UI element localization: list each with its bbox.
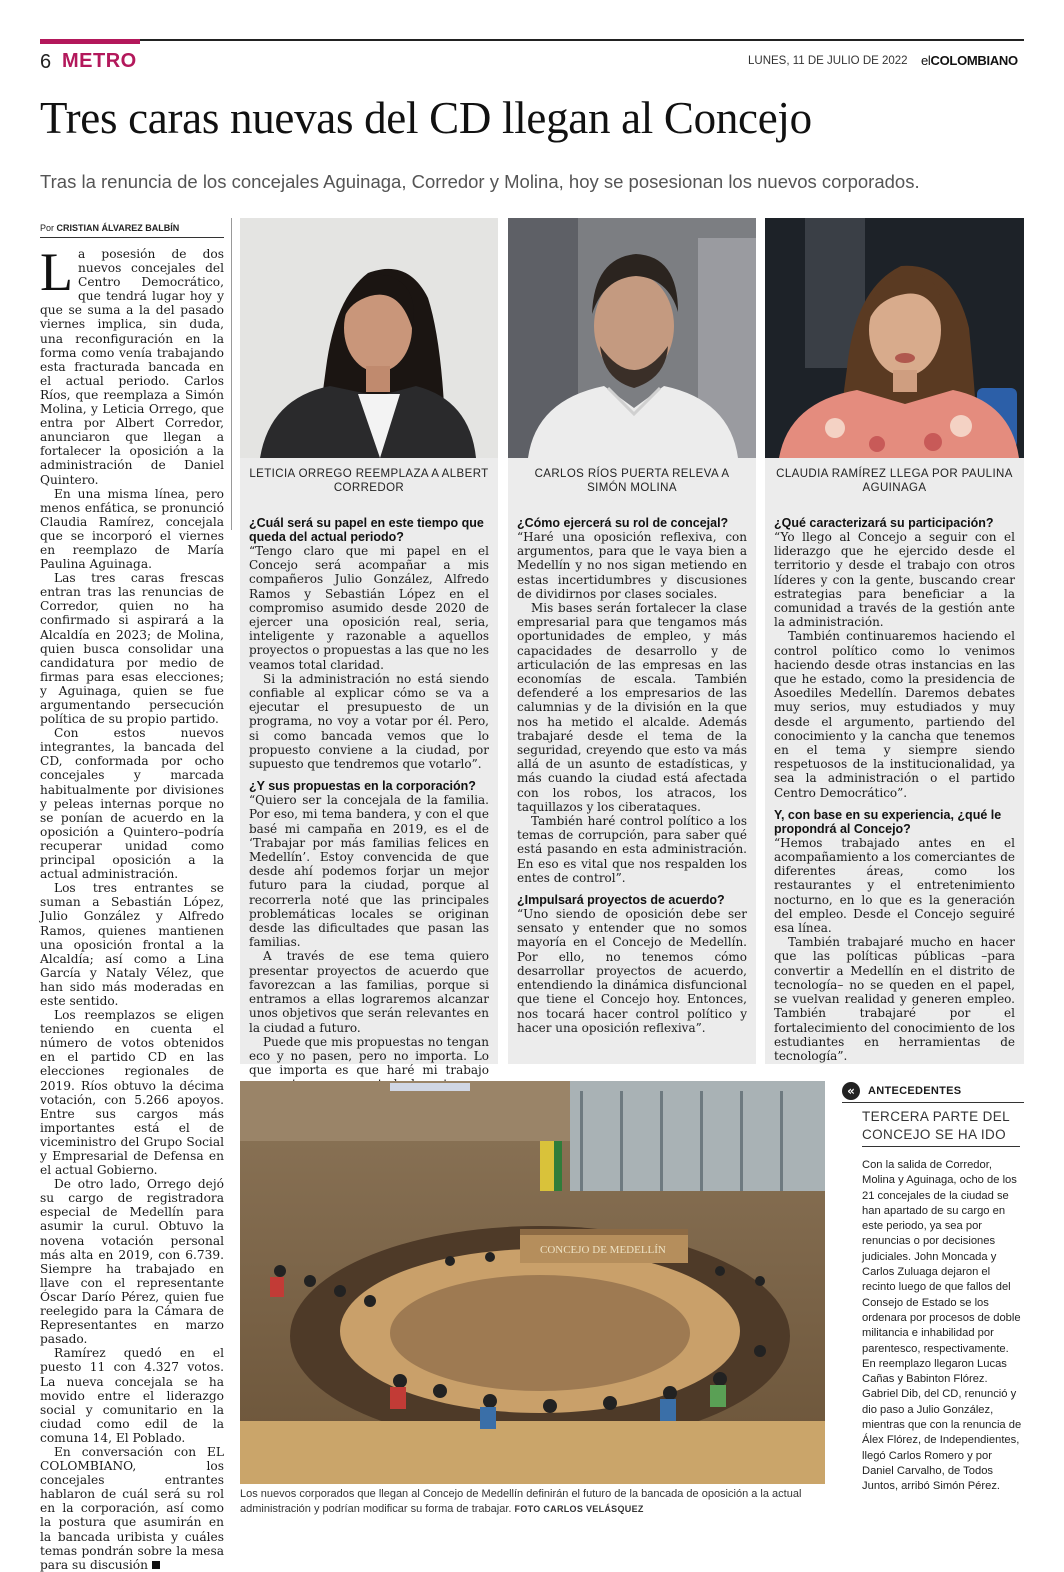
interview-answer: “Tengo claro que mi papel en el Concejo será acompañar a mis compañeros Julio González, Alfredo Ramos y Sebastián López en el compromiso asumido desde 2020 de ejercer una oposición real, seria, inteligente y razonable a aquellos proyectos o propuestas a las que no les veamos total claridad. bbox=[249, 544, 489, 672]
interview-answer: “Quiero ser la concejala de la familia. Por eso, mi tema bandera, y con el que basé mi campaña en 2019, es el de ‘Trabajar por más familias felices en Medellín’. Estoy convencida de que desde ahí podemos forjar un mejor futuro para la ciudad, porque al recorrerla noté que las principales problemáticas locales se originan desde las dificultades que pasan las familias. bbox=[249, 793, 489, 950]
byline-rule bbox=[40, 237, 224, 238]
article-paragraph: Con estos nuevos integrantes, la bancada del CD, conformada por ocho concejales y marcada habitualmente por divisiones y peleas internas porque no se ponían de acuerdo en la oposición a Quintero–podría recuperar unidad como principal oposición a la actual administración. bbox=[40, 726, 224, 882]
interview-answer: Mis bases serán fortalecer la clase empresarial para que tengamos más oportunidades de empleo, y más capacidades de desarrollo y de articulación de las empresas en las economías de escala. También defenderé a los empresarios de las calumnias y de la división en la que nos ha metido el alcalde. Además trabajaré desde el tema de la seguridad, creyendo que esto va más allá de un asunto de estadísticas, y más cuando la ciudad está afectada con los robos, los atracos, los taquillazos y los ciberataques. bbox=[517, 601, 747, 814]
chamber-sign-text: CONCEJO DE MEDELLÍN bbox=[540, 1244, 666, 1256]
sidebar-body: Con la salida de Corredor, Molina y Aguinaga, ocho de los 21 concejales de la ciudad se han apartado de su cargo en este periodo, ya sea por renuncias o por decisiones judiciales. John Moncada y Carlos Zuluaga dejaron el recinto luego de que fallos del Consejo de Estado se los ordenara por procesos de doble militancia e inhabilidad por parentesco, respectivamente. En reemplazo llegaron Lucas Cañas y Babinton Flórez. Gabriel Dib, del CD, renunció y dio paso a Julio González, mientras que con la renuncia de Álex Flórez, de Independientes, llegó Carlos Romero y por Daniel Carvalho, de Todos Juntos, arribó Simón Pérez. bbox=[862, 1159, 1022, 1493]
sidebar-label: ANTECEDENTES bbox=[868, 1085, 962, 1097]
article-paragraph: Los tres entrantes se suman a Sebastián López, Julio González y Alfredo Ramos, quienes mantienen una oposición frontal a la Alcaldía; así como a Lina García y Nataly Vélez, que han sido más moderadas en este sentido. bbox=[40, 881, 224, 1008]
interview-question: ¿Cuál será su papel en este tiempo que queda del actual periodo? bbox=[249, 516, 484, 544]
interview-answer: También haré control político a los temas de corrupción, para saber qué está pasando en esta administración. En eso es vital que nos respalden los entes de control”. bbox=[517, 814, 747, 885]
subheadline: Tras la renuncia de los concejales Aguinaga, Corredor y Molina, hoy se posesionan los nuevos corporados. bbox=[40, 171, 920, 192]
section-title: METRO bbox=[62, 50, 137, 72]
photo-credit: FOTO CARLOS VELÁSQUEZ bbox=[514, 1504, 644, 1514]
top-rule bbox=[40, 39, 1024, 41]
double-chevron-left-icon: « bbox=[842, 1082, 860, 1100]
council-chamber-photo bbox=[240, 1081, 825, 1484]
sidebar-title-rule bbox=[862, 1146, 1020, 1147]
profile-panel-orrego bbox=[240, 218, 498, 1078]
interview-question: Y, con base en su experiencia, ¿qué le propondrá al Concejo? bbox=[774, 807, 1002, 836]
article-body bbox=[40, 242, 224, 1572]
issue-date: LUNES, 11 DE JULIO DE 2022 bbox=[748, 55, 908, 67]
article-paragraph: Los reemplazos se eligen teniendo en cuenta el número de votos obtenidos en el partido CD en las elecciones regionales de 2019. Ríos obtuvo la décima votación, con 5.266 apoyos. Entre sus cargos más importantes está el de viceministro del Grupo Social y Empresarial de Defensa en el actual Gobierno. bbox=[40, 1008, 224, 1178]
profile-caption: CLAUDIA RAMÍREZ LLEGA POR PAULINA AGUINAGA bbox=[776, 468, 1013, 494]
profile-body bbox=[249, 516, 489, 1120]
interview-question: ¿Y sus propuestas en la corporación? bbox=[249, 779, 476, 794]
portrait-claudia-ramirez bbox=[765, 218, 1024, 458]
portrait-leticia-orrego bbox=[240, 218, 498, 458]
profile-panel-rios bbox=[508, 218, 756, 1064]
profile-caption: LETICIA ORREGO REEMPLAZA A ALBERT CORREDOR bbox=[249, 468, 489, 494]
interview-answer: A través de ese tema quiero presentar proyectos de acuerdo que favorezcan a las familias, porque si entramos a ellas lograremos alcanzar unos objetivos que serán relevantes en la ciudad a futuro. bbox=[249, 949, 489, 1035]
article-paragraph: En conversación con EL COLOMBIANO, los concejales entrantes hablaron de cuál será su rol en la corporación, así como la postura que asumirán en la bancada uribista y cuáles temas pondrán sobre la mesa para su discusión bbox=[40, 1444, 224, 1572]
interview-answer: “Haré una oposición reflexiva, con argumentos, para que le vaya bien a Medellín y no nos sigan metiendo en estas incertidumbres y discusiones de dividirnos por clases sociales. bbox=[517, 530, 747, 601]
sidebar-title: TERCERA PARTE DEL CONCEJO SE HA IDO bbox=[862, 1109, 1010, 1142]
profile-body bbox=[774, 516, 1015, 1063]
photo-caption: Los nuevos corporados que llegan al Concejo de Medellín definirán el futuro de la bancada de oposición a la actual administración y podrían modificar su forma de trabajar. FOTO CARLOS VELÁSQUEZ bbox=[240, 1488, 802, 1515]
sidebar-rule bbox=[842, 1102, 1024, 1103]
interview-answer: Puede que mis propuestas no tengan eco y no pasen, pero no importa. Lo que importa es que haré mi trabajo bbox=[249, 1034, 489, 1078]
column-gap bbox=[502, 218, 503, 1064]
article-paragraph: En una misma línea, pero menos enfática, se pronunció Claudia Ramírez, concejala que se incorporó el viernes en reemplazo de María Paulina Aguinaga. bbox=[40, 486, 224, 572]
interview-question: ¿Impulsará proyectos de acuerdo? bbox=[517, 893, 725, 908]
article-paragraph: La posesión de dos nuevos concejales del Centro Democrático, que tendrá lugar hoy y que se suma a la del pasado viernes implica, sin duda, una reconfiguración en la forma como venía trabajando esta fracturada bancada en el actual periodo. Carlos Ríos, que reemplaza a Simón Molina, y Leticia Orrego, que entra por Albert Corredor, anunciaron que llegan a fortalecer la oposición a la administración de Daniel Quintero. bbox=[40, 242, 224, 487]
interview-answer: “Yo llego al Concejo a seguir con el liderazgo que he ejercido desde el territorio y desde el trabajo con otros líderes y con la gente, buscando crear estrategias para beneficiar a la comunidad a través de la gestión ante la administración. bbox=[774, 530, 1015, 630]
interview-answer: “Uno siendo de oposición debe ser sensato y entender que no somos mayoría en el Concejo de Medellín. Por ello, no tenemos cómo desarrollar proyectos de acuerdo, entendiendo la dinámica disfuncional que tiene el Concejo hoy. Entonces, nos tocará hacer control político y hacer una oposición reflexiva”. bbox=[517, 907, 747, 1035]
column-divider bbox=[231, 218, 232, 530]
profile-body bbox=[517, 516, 747, 1035]
section-accent-bar bbox=[40, 39, 140, 44]
end-mark bbox=[152, 1561, 160, 1569]
newspaper-logo: elCOLOMBIANO bbox=[921, 53, 1018, 68]
interview-answer: También continuaremos haciendo el control político como lo venimos haciendo desde otras instancias en las que he estado, como la presidencia de Asoediles Medellín. Daremos debates muy serios, muy estudiados y muy desde el argumento, partiendo del conocimiento y la cancha que tenemos en el tema y siempre siendo respetuosos de la institucionalidad, ya sea la administración o el partido Centro Democrático”. bbox=[774, 629, 1015, 800]
article-paragraph: Las tres caras frescas entran tras las renuncias de Corredor, quien no ha confirmado si aspirará a la Alcaldía en 2023; de Molina, quien busca consolidar una candidatura por medio de firmas para esas elecciones; y Aguinaga, quien se fue argumentando persecución política de su propio partido. bbox=[40, 571, 224, 727]
drop-cap: L bbox=[40, 242, 73, 302]
article-paragraph: De otro lado, Orrego dejó su cargo de registradora especial de Medellín para asumir la curul. Obtuvo la novena votación personal más alta en 2019, con 6.739. Siempre ha trabajado en llave con el representante Óscar Darío Pérez, quien fue reelegido para la Cámara de Representantes en marzo pasado. bbox=[40, 1177, 224, 1347]
interview-question: ¿Cómo ejercerá su rol de concejal? bbox=[517, 516, 729, 530]
page-number: 6 bbox=[40, 51, 52, 73]
article-paragraph: Ramírez quedó en el puesto 11 con 4.327 votos. La nueva concejala se ha movido entre el liderazgo social y comunitario en la ciudad como edil de la comuna 14, El Poblado. bbox=[40, 1346, 224, 1445]
profile-panel-ramirez bbox=[765, 218, 1024, 1064]
interview-answer: También trabajaré mucho en hacer que las políticas públicas –para convertir a Medellín en el distrito de tecnología– no se queden en el papel, se vuelvan realidad y generen empleo. También trabajaré por el fortalecimiento del conocimiento de los estudiantes en herramientas de tecnología”. bbox=[774, 935, 1015, 1063]
interview-answer: Si la administración no está siendo confiable al explicar cómo se va a ejecutar el presupuesto de un programa, no voy a votar por él. Pero, si como bancada vemos que lo propuesto conviene a la ciudad, por supuesto que tendremos que votarlo”. bbox=[249, 671, 489, 772]
profile-caption: CARLOS RÍOS PUERTA RELEVA A SIMÓN MOLINA bbox=[534, 468, 730, 494]
headline: Tres caras nuevas del CD llegan al Concejo bbox=[40, 93, 812, 143]
portrait-carlos-rios bbox=[508, 218, 756, 458]
interview-answer: “Hemos trabajado antes en el acompañamiento a los comerciantes de diferentes áreas, como los restaurantes y el entretenimiento nocturno, en lo que es la generación del empleo. Desde el Concejo seguiré esa línea. bbox=[774, 835, 1015, 936]
interview-question: ¿Qué caracterizará su participación? bbox=[774, 516, 994, 530]
byline: Por CRISTIAN ÁLVAREZ BALBÍN bbox=[40, 223, 180, 233]
